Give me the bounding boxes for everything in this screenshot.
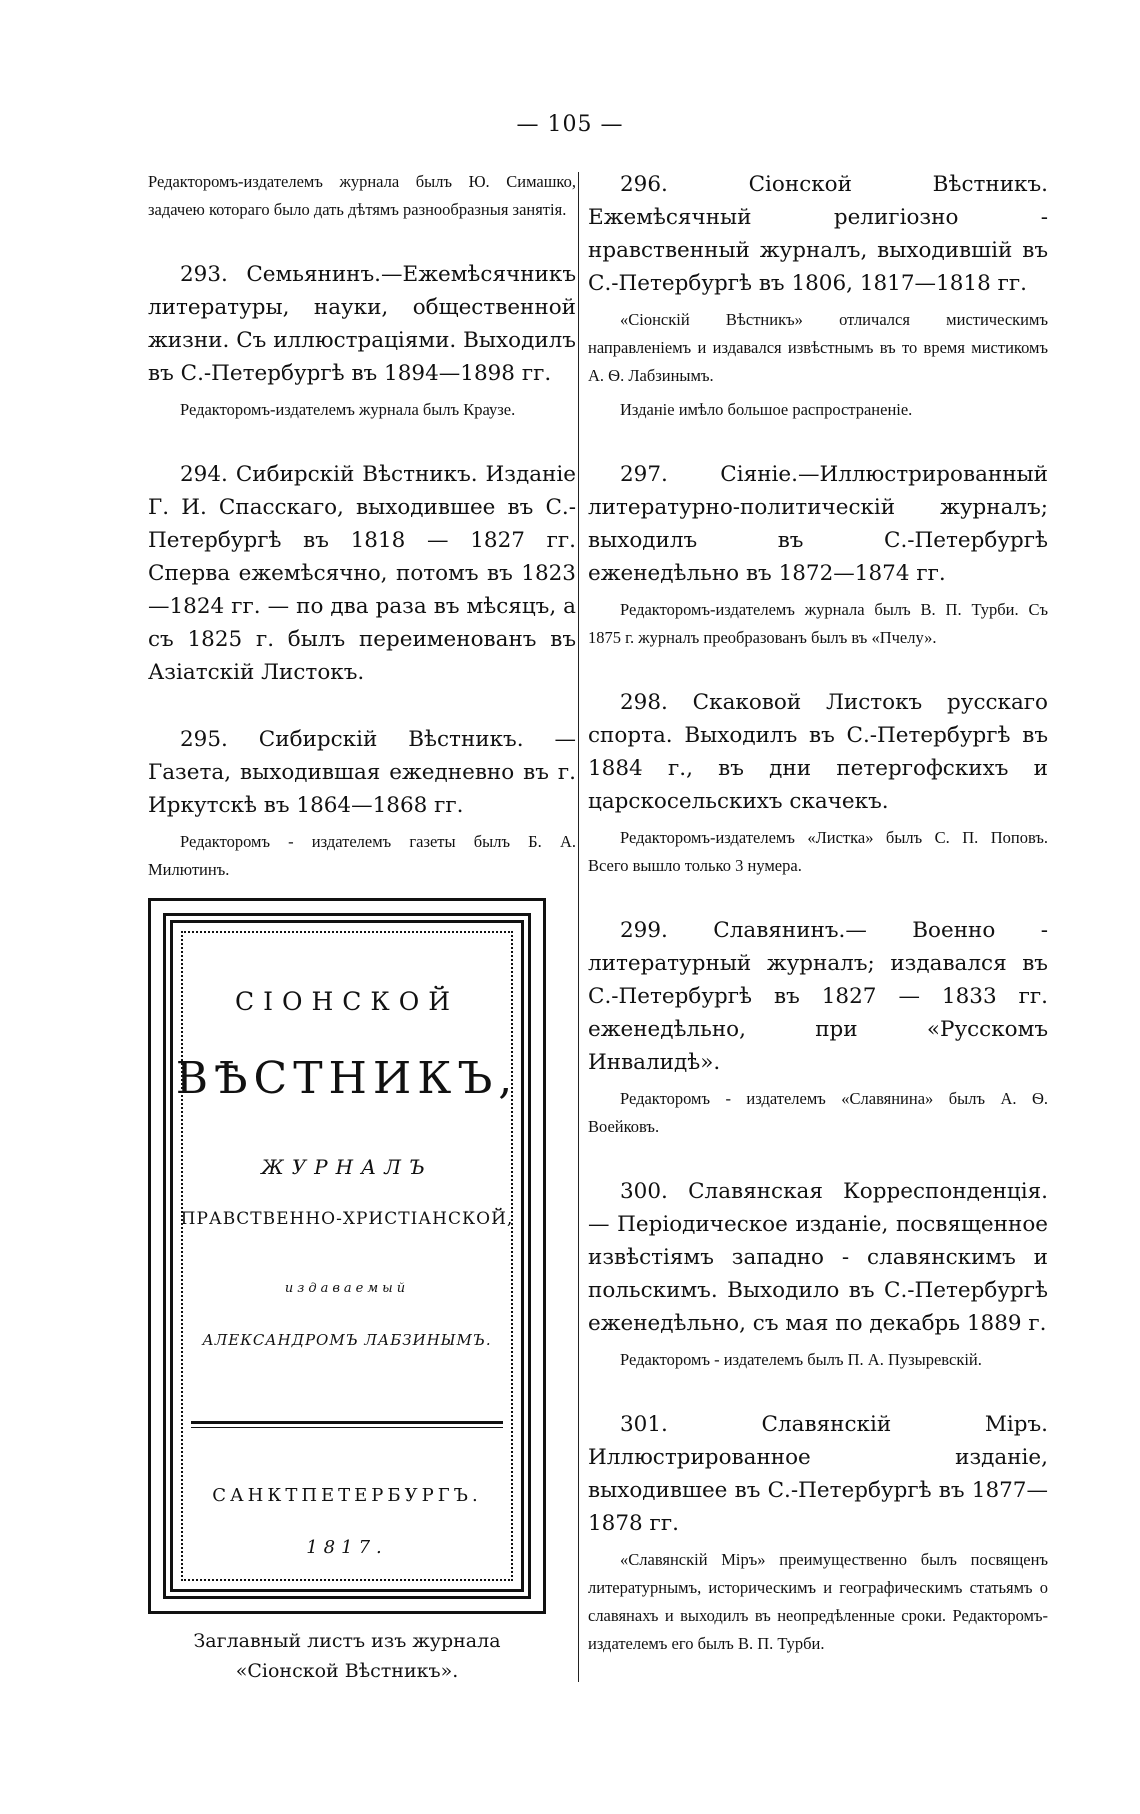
page-number: — 105 — [516,112,624,137]
inner-border [181,931,513,1581]
entry-note: Редакторомъ-издателемъ журнала былъ В. П. Турби. Съ 1875 г. журналъ преобразованъ былъ въ «Пчелу». [588,600,1048,647]
illustration-subtitle-2: ПРАВСТВЕННО-ХРИСТІАНСКОЙ, [180,1209,514,1229]
illustration-publisher: АЛЕКСАНДРОМЪ ЛАБЗИНЫМЪ. [202,1331,492,1349]
caption-line: Заглавный листъ изъ журнала [193,1630,501,1652]
entry-title: 296. Сіонской Вѣстникъ. Ежемѣсячный религіозно - нравственный журналъ, выходившій въ С.-Петербургѣ въ 1806, 1817—1818 гг. [588,172,1048,296]
entry-292-continuation [148,168,576,224]
entry-note: Редакторомъ - издателемъ былъ П. А. Пузыревскій. [620,1350,982,1369]
illustration-caption [148,1626,546,1686]
illustration-publisher-label: издаваемый [284,1281,410,1296]
entry-note: Изданіе имѣло большое распространеніе. [620,400,913,419]
left-column [148,168,576,1686]
entry-note: Редакторомъ-издателемъ журнала былъ Ю. Симашко, задачею котораго было дать дѣтямъ разнообразныя занятія. [148,172,576,219]
entry-295 [148,723,576,884]
illustration-rule [191,1421,503,1424]
entry-299 [588,914,1048,1141]
entry-title: 295. Сибирскій Вѣстникъ. — Газета, выходившая ежедневно въ г. Иркутскѣ въ 1864—1868 гг. [148,727,576,818]
entry-title: 297. Сіяніе.—Иллюстрированный литературно-политическій журналъ; выходилъ въ С.-Петербургѣ еженедѣльно въ 1872—1874 гг. [588,462,1048,586]
entry-300 [588,1175,1048,1374]
caption-line: «Сіонской Вѣстникъ». [235,1660,459,1682]
entry-note: Редакторомъ-издателемъ журнала былъ Краузе. [180,400,516,419]
entry-297 [588,458,1048,652]
entry-note: Редакторомъ-издателемъ «Листка» былъ С. П. Поповъ. Всего вышло только 3 нумера. [588,828,1048,875]
entry-301 [588,1408,1048,1658]
entry-title: 300. Славянская Корреспонденція. — Періодическое изданіе, посвященное извѣстіямъ западно - славянскимъ и польскимъ. Выходило въ С.-Петербургѣ еженедѣльно, съ мая по декабрь 1889 г. [588,1179,1048,1336]
title-page-illustration [148,898,546,1614]
entry-298 [588,686,1048,880]
entry-note: Редакторомъ - издателемъ газеты былъ Б. А. Милютинъ. [148,832,576,879]
illustration-subtitle: ЖУРНАЛЪ [261,1155,433,1179]
entry-note: «Сіонскій Вѣстникъ» отличался мистическимъ направленіемъ и издавался извѣстнымъ въ то время мистикомъ А. Ѳ. Лабзинымъ. [588,310,1048,385]
illustration-title-main: ВѢСТНИКЪ, [175,1053,519,1104]
illustration-title-line: СІОНСКОЙ [234,987,460,1016]
column-divider [578,172,579,1682]
right-column [588,168,1048,1692]
entry-294 [148,458,576,689]
entry-296 [588,168,1048,424]
entry-title: 299. Славянинъ.— Военно - литературный журналъ; издавался въ С.-Петербургѣ въ 1827 — 1833 гг. еженедѣльно, при «Русскомъ Инвалидѣ». [588,918,1048,1075]
entry-title: 298. Скаковой Листокъ русскаго спорта. Выходилъ въ С.-Петербургѣ въ 1884 г., въ дни петергофскихъ и царскосельскихъ скачекъ. [588,690,1048,814]
entry-293 [148,258,576,424]
entry-title: 301. Славянскій Міръ. Иллюстрированное изданіе, выходившее въ С.-Петербургѣ въ 1877—1878 гг. [588,1412,1048,1536]
illustration-city: САНКТПЕТЕРБУРГЪ. [212,1485,482,1506]
illustration-rule [191,1427,503,1428]
entry-note: Редакторомъ - издателемъ «Славянина» былъ А. Ѳ. Воейковъ. [588,1089,1048,1136]
illustration-year: 1817. [306,1537,388,1558]
entry-title: 293. Семьянинъ.—Ежемѣсячникъ литературы, науки, общественной жизни. Съ иллюстраціями. Выходилъ въ С.-Петербургѣ въ 1894—1898 гг. [148,262,576,386]
entry-note: «Славянскій Міръ» преимущественно былъ посвященъ литературнымъ, историческимъ и географическимъ статьямъ о славянахъ и выходилъ въ неопредѣленные сроки. Редакторомъ-издателемъ его былъ В. П. Турби. [588,1550,1048,1653]
entry-title: 294. Сибирскій Вѣстникъ. Изданіе Г. И. Спасскаго, выходившее въ С.-Петербургѣ въ 1818 — 1827 гг. Сперва ежемѣсячно, потомъ въ 1823—1824 гг. — по два раза въ мѣсяцъ, а съ 1825 г. былъ переименованъ въ Азіатскій Листокъ. [148,462,576,685]
